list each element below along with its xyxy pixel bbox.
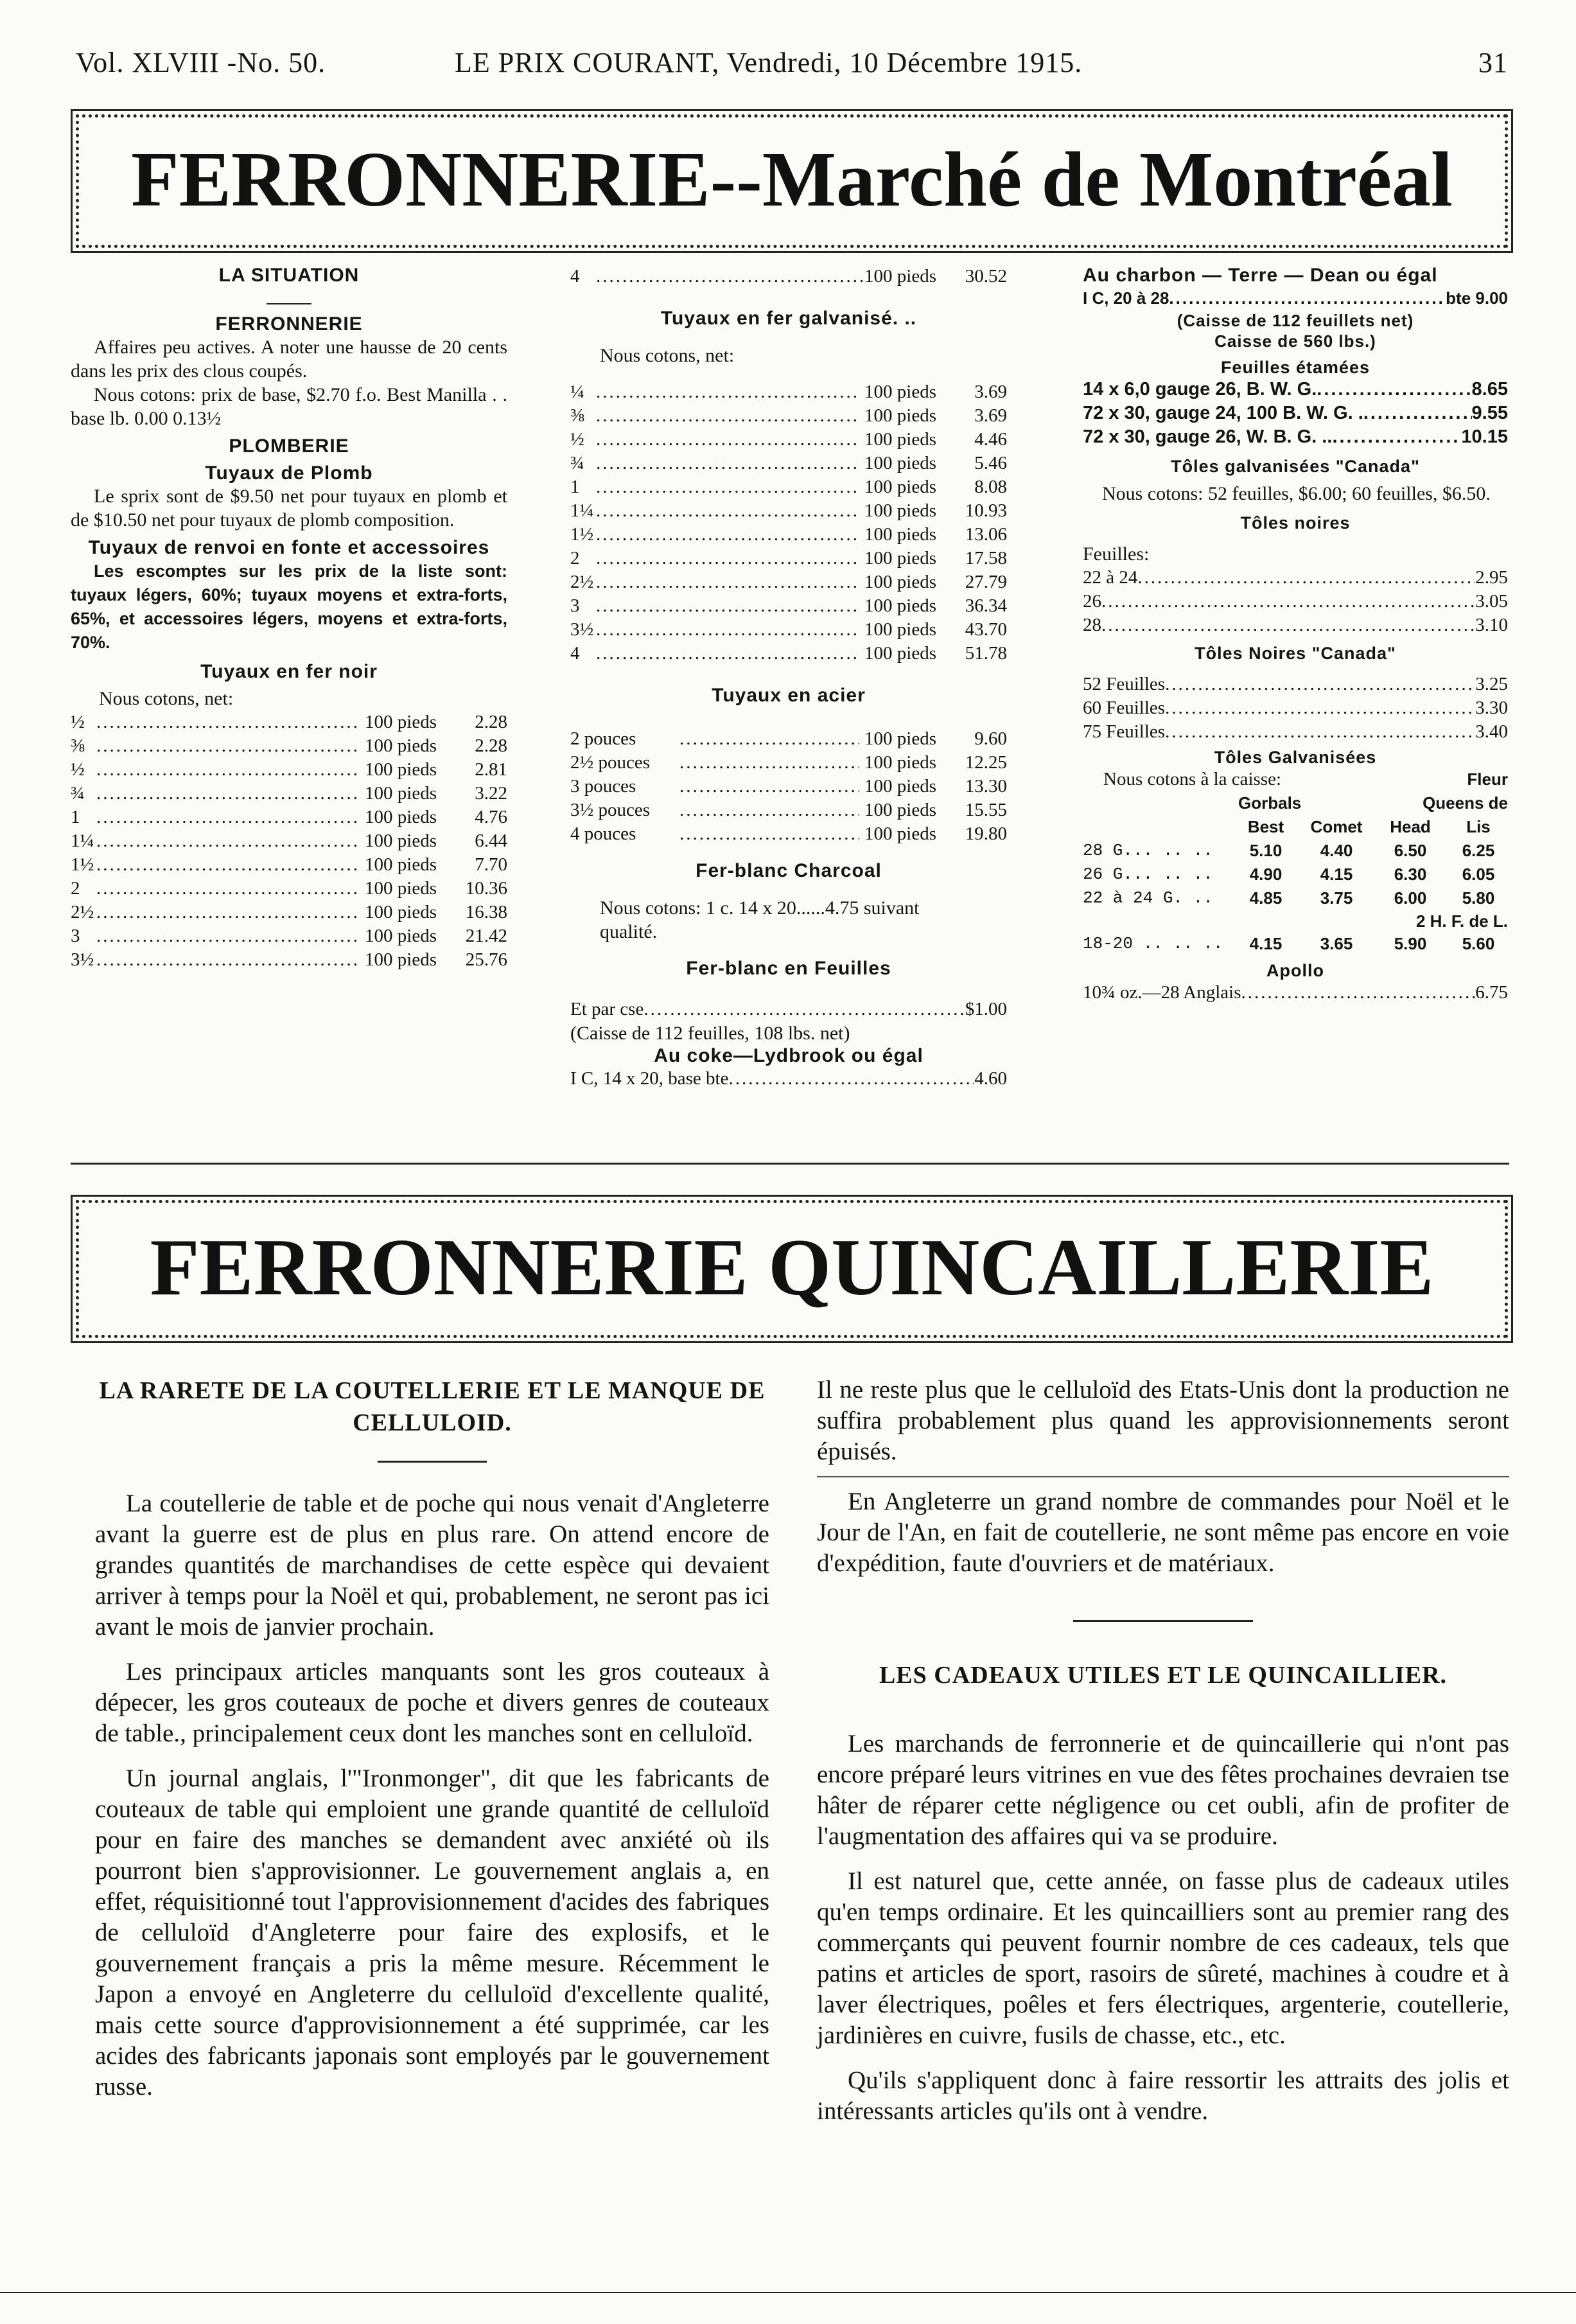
- price-value: 16.38: [465, 902, 507, 922]
- price-row: [570, 570, 1007, 594]
- page-bottom-rule: [0, 2292, 1576, 2293]
- price-row: [71, 901, 507, 924]
- price-row: [570, 452, 1007, 475]
- plomberie-heading: PLOMBERIE: [229, 436, 349, 457]
- leader-dots: [596, 523, 859, 547]
- volume-number: Vol. XLVIII -No. 50.: [76, 47, 326, 78]
- galv-heading: Tuyaux en fer galvanisé. ..: [660, 308, 917, 329]
- article-celluloid: [95, 1375, 769, 2102]
- price-row: [570, 475, 1007, 499]
- noirescan-price-list: [1083, 673, 1508, 744]
- leader-dots: [96, 924, 360, 948]
- price-value: 4.46: [974, 429, 1007, 450]
- charbon-heading: Au charbon — Terre — Dean ou égal: [1083, 265, 1438, 286]
- size-label: 3½ pouces: [570, 800, 651, 820]
- price-value: 2.81: [475, 759, 507, 780]
- leader-dots: [596, 547, 859, 570]
- price-row: [570, 618, 1007, 642]
- row-label: 26: [1083, 591, 1101, 612]
- table-header: Queens de: [1423, 793, 1508, 813]
- leader-dots: [96, 710, 360, 734]
- price-value: 6.30: [1394, 865, 1427, 884]
- size-label: 3: [71, 926, 80, 946]
- article-paragraph: Les marchands de ferronnerie et de quincaillerie qui n'ont pas encore préparé leurs vitrines en vue des fêtes prochaines devraien tse hâter de réparer cette négligence ou cet oubli, afin de profiter de l'augmentation des affaires qui va se produire.: [817, 1730, 1509, 1850]
- size-label: 1: [570, 477, 580, 497]
- unit-label: 100 pieds: [864, 595, 936, 616]
- galv-price-list: [570, 380, 1007, 665]
- section-rule: [71, 1163, 1509, 1165]
- leader-dots: [596, 380, 859, 404]
- price-value: 4.76: [475, 807, 507, 827]
- market-column-2: [570, 265, 1007, 1091]
- price-row: [1083, 720, 1508, 744]
- leader-dots: [96, 829, 360, 853]
- size-label: 3: [570, 595, 580, 616]
- price-value: 6.00: [1394, 888, 1427, 908]
- price-value: 4.85: [1249, 888, 1283, 908]
- size-label: 4 pouces: [570, 823, 636, 844]
- unit-label: 100 pieds: [864, 382, 936, 402]
- article-paragraph: Un journal anglais, l'"Ironmonger", dit que les fabricants de couteaux de table qui emploient une grande quantité de celluloïd pour en faire des manches se demandent avec anxiété où ils pourront bien s'approvisionner. Le gouvernement anglais a, en effet, réquisitionné tout l'approvisionnement d'acides des fabriques de celluloïd d'Angleterre pour faire des explosifs, et le gouvernement français a pris la même mesure. Récemment le Japon a envoyé en Angleterre du celluloïd d'excellente qualité, mais cette source d'approvisionnement a été supprimée, car les acides des fabricants japonais sont employés par le gouvernement russe.: [95, 1765, 769, 2100]
- price-value: 4.15: [1249, 934, 1283, 953]
- price-row: 4 ..... 100 pieds 30.52: [570, 265, 1007, 288]
- market-column-1: [71, 265, 507, 972]
- price-value: 6.05: [1462, 865, 1495, 884]
- price-row: [570, 751, 1007, 775]
- market-banner-title: FERRONNERIE--Marché de Montréal: [131, 136, 1453, 223]
- leader-dots: [596, 499, 859, 523]
- price-value: 3.22: [475, 783, 507, 804]
- leader-dots: [1165, 696, 1475, 720]
- price-value: 13.06: [965, 524, 1007, 545]
- journal-title: LE PRIX COURANT, Vendredi, 10 Décembre 1915.: [455, 47, 1083, 78]
- price-value: 25.76: [465, 949, 507, 970]
- price-value: 6.44: [475, 831, 507, 851]
- feuilles-note: (Caisse de 112 feuilles, 108 lbs. net): [570, 1023, 850, 1044]
- price-value: 6.50: [1394, 841, 1427, 860]
- unit-label: 100 pieds: [864, 643, 936, 664]
- price-row: [570, 523, 1007, 547]
- price-value: 3.25: [1475, 674, 1508, 694]
- unit-label: 100 pieds: [864, 619, 936, 640]
- charbon-note: Caisse de 560 lbs.): [1214, 331, 1376, 351]
- unit-label: 100 pieds: [864, 429, 936, 450]
- price-value: 2.28: [475, 735, 507, 756]
- size-label: 4: [570, 643, 580, 664]
- leader-dots: [679, 751, 859, 775]
- renvoi-heading: Tuyaux de renvoi en fonte et accessoires: [88, 537, 490, 558]
- leader-dots: [679, 775, 859, 798]
- plomb-text: Le sprix sont de $9.50 net pour tuyaux en plomb et de $10.50 net pour tuyaux de plomb composition.: [71, 486, 507, 531]
- price-value: 5.80: [1462, 888, 1495, 908]
- leader-dots: [1317, 378, 1471, 401]
- market-banner: [71, 109, 1513, 253]
- price-value: 3.05: [1475, 591, 1508, 612]
- price-row: [71, 782, 507, 805]
- table-header: Fleur: [1467, 770, 1508, 789]
- price-row: I C, 20 à 28 ..... bte 9.00: [1083, 286, 1508, 310]
- price-row: [71, 734, 507, 758]
- leader-dots: [679, 822, 859, 846]
- size-label: 1½: [71, 854, 94, 875]
- price-row: [71, 758, 507, 782]
- price-value: 27.79: [965, 572, 1007, 592]
- unit-label: 100 pieds: [365, 926, 437, 946]
- table-header: Comet: [1310, 817, 1363, 836]
- charbon-note: (Caisse de 112 feuillets net): [1177, 311, 1414, 330]
- coke-heading: Au coke—Lydbrook ou égal: [654, 1045, 924, 1066]
- price-value: 8.65: [1471, 379, 1508, 400]
- article-title: LA RARETE DE LA COUTELLERIE ET LE MANQUE DE CELLULOID.: [99, 1377, 766, 1436]
- leader-dots: [596, 594, 859, 618]
- divider: [378, 1461, 487, 1463]
- size-label: 1½: [570, 524, 594, 545]
- row-label: 28 G... .. ..: [1083, 841, 1213, 860]
- leader-dots: [679, 727, 859, 751]
- size-label: 2½: [71, 902, 94, 922]
- leader-dots: [1165, 673, 1475, 696]
- row-label: 22 à 24 G. ..: [1083, 888, 1213, 908]
- price-value: 21.42: [465, 926, 507, 946]
- leader-dots: [596, 642, 859, 665]
- price-value: 4.40: [1320, 841, 1353, 860]
- unit-label: 100 pieds: [365, 759, 437, 780]
- unit-label: 100 pieds: [365, 735, 437, 756]
- table-header: Head: [1390, 817, 1431, 836]
- unit-label: 100 pieds: [864, 728, 936, 749]
- price-row: [1083, 696, 1508, 720]
- leader-dots: [596, 404, 859, 428]
- price-row: [1083, 673, 1508, 696]
- price-value: 3.40: [1475, 721, 1508, 742]
- price-row: [570, 775, 1007, 798]
- leader-dots: [596, 452, 859, 475]
- leader-dots: [96, 758, 360, 782]
- price-value: 7.70: [475, 854, 507, 875]
- size-label: ¾: [71, 783, 85, 804]
- renvoi-text: Les escomptes sur les prix de la liste sont: tuyaux légers, 60%; tuyaux moyens et extra-forts, 65%, et accessoires légers, moyens et extra-forts, 70%.: [71, 561, 507, 652]
- size-label: 2 pouces: [570, 728, 636, 749]
- price-row: [71, 710, 507, 734]
- unit-label: 100 pieds: [365, 878, 437, 899]
- price-row: [1083, 401, 1508, 425]
- size-label: ½: [71, 712, 85, 732]
- article-paragraph: En Angleterre un grand nombre de commandes pour Noël et le Jour de l'An, en fait de coutellerie, ne sont même pas encore en voie d'expédition, faute d'ouvriers et de matériaux.: [817, 1488, 1509, 1577]
- unit-label: 100 pieds: [365, 783, 437, 804]
- leader-dots: [1165, 720, 1475, 744]
- row-label: 26 G... .. ..: [1083, 865, 1213, 884]
- row-label: 75 Feuilles: [1083, 721, 1166, 742]
- price-row: I C, 14 x 20, base bte ..... 4.60: [570, 1067, 1007, 1091]
- price-value: 15.55: [965, 800, 1007, 820]
- price-value: 3.75: [1320, 888, 1353, 908]
- article-title: LES CADEAUX UTILES ET LE QUINCAILLIER.: [879, 1662, 1448, 1689]
- size-label: ½: [71, 759, 85, 780]
- galvanisees-last-row: [1083, 932, 1508, 956]
- leader-dots: [96, 734, 360, 758]
- leader-dots: [596, 428, 859, 452]
- etamees-price-list: [1083, 378, 1508, 449]
- charcoal-text: Nous cotons: 1 c. 14 x 20......4.75 suivant qualité.: [600, 897, 920, 942]
- leader-dots: [1137, 566, 1475, 590]
- size-label: 1: [71, 807, 80, 827]
- price-value: 3.69: [974, 405, 1007, 426]
- galvanisees-rows: [1083, 839, 1508, 910]
- galvanisees-heading: Tôles Galvanisées: [1214, 748, 1377, 767]
- unit-label: 100 pieds: [365, 807, 437, 827]
- price-row: [570, 727, 1007, 751]
- price-value: 51.78: [965, 643, 1007, 664]
- price-value: 10.93: [965, 500, 1007, 521]
- row-label: 52 Feuilles: [1083, 674, 1166, 694]
- price-value: 5.60: [1462, 934, 1495, 953]
- price-value: 3.65: [1320, 934, 1353, 953]
- hardware-banner-title: FERRONNERIE QUINCAILLERIE: [150, 1223, 1434, 1312]
- table-header: Gorbals: [1238, 793, 1302, 813]
- market-column-3: [1083, 265, 1508, 1005]
- unit-label: 100 pieds: [365, 854, 437, 875]
- size-label: ½: [570, 429, 584, 450]
- price-row: [1083, 613, 1508, 637]
- divider: [1073, 1620, 1253, 1622]
- price-row: [570, 428, 1007, 452]
- feuilles-heading: Fer-blanc en Feuilles: [686, 958, 891, 979]
- price-value: 6.25: [1462, 841, 1495, 860]
- price-value: 5.46: [974, 453, 1007, 473]
- row-label: 22 à 24: [1083, 567, 1138, 588]
- galvcan-text: Nous cotons: 52 feuilles, $6.00; 60 feuilles, $6.50.: [1102, 483, 1491, 504]
- leader-dots: [96, 901, 360, 924]
- situation-heading: LA SITUATION: [218, 265, 360, 286]
- ferronnerie-heading: FERRONNERIE: [215, 313, 363, 335]
- leader-dots: [96, 805, 360, 829]
- row-label: 28: [1083, 615, 1101, 635]
- divider: [817, 1476, 1509, 1477]
- etamees-heading: Feuilles étamées: [1220, 358, 1370, 377]
- galvcan-heading: Tôles galvanisées "Canada": [1171, 457, 1420, 476]
- price-value: 3.10: [1475, 615, 1508, 635]
- price-value: 43.70: [965, 619, 1007, 640]
- unit-label: 100 pieds: [864, 477, 936, 497]
- noires-heading: Tôles noires: [1240, 513, 1351, 533]
- price-row: [570, 547, 1007, 570]
- leader-dots: [1332, 425, 1461, 449]
- leader-dots: [596, 570, 859, 594]
- unit-label: 100 pieds: [864, 548, 936, 568]
- price-value: 36.34: [965, 595, 1007, 616]
- size-label: ¼: [570, 382, 584, 402]
- leader-dots: [96, 948, 360, 972]
- price-row: [1083, 378, 1508, 401]
- leader-dots: [596, 475, 859, 499]
- price-value: 4.15: [1320, 865, 1353, 884]
- noir-price-list: [71, 710, 507, 972]
- unit-label: 100 pieds: [864, 800, 936, 820]
- size-label: 3½: [570, 619, 594, 640]
- price-value: 10.36: [465, 878, 507, 899]
- article-paragraph: Les principaux articles manquants sont les gros couteaux à dépecer, les gros couteaux de poche et divers genres de couteaux de table., principalement ceux dont les manches sont en celluloïd.: [95, 1658, 769, 1747]
- price-row: [570, 380, 1007, 404]
- page-number: 31: [1478, 47, 1508, 78]
- ferronnerie-text: Affaires peu actives. A noter une hausse de 20 cents dans les prix des clous coupés.: [71, 337, 507, 382]
- size-label: 2: [570, 548, 580, 568]
- price-row: [71, 948, 507, 972]
- leader-dots: [96, 877, 360, 901]
- price-row: [570, 822, 1007, 846]
- price-row: [71, 853, 507, 877]
- table-caption: Nous cotons à la caisse:: [1103, 769, 1282, 789]
- article-paragraph: Il est naturel que, cette année, on fasse plus de cadeaux utiles qu'en temps ordinaire. Et les quincailliers sont au premier rang des commerçants qui peuvent fournir nombre de ces cadeaux, tels que patins et articles de sport, rasoirs de sûreté, machines à coudre et à laver électriques, poêles et fers électriques, argenterie, coutellerie, jardinières en cuivre, fusils de chasse, etc., etc.: [817, 1867, 1509, 2049]
- unit-label: 100 pieds: [864, 776, 936, 797]
- leader-dots: [96, 853, 360, 877]
- ferronnerie-prices: Nous cotons: prix de base, $2.70 f.o. Best Manilla . . base lb. 0.00 0.13½: [71, 384, 507, 429]
- apollo-heading: Apollo: [1266, 961, 1324, 980]
- plomb-heading: Tuyaux de Plomb: [205, 462, 373, 484]
- price-value: 19.80: [965, 823, 1007, 844]
- size-label: 2½ pouces: [570, 752, 651, 773]
- price-value: 3.69: [974, 382, 1007, 402]
- price-row: [570, 594, 1007, 618]
- row-label: 60 Feuilles: [1083, 698, 1166, 718]
- size-label: 1¼: [570, 500, 594, 521]
- unit-label: 100 pieds: [864, 752, 936, 773]
- price-row: [570, 642, 1007, 665]
- unit-label: 100 pieds: [864, 524, 936, 545]
- size-label: 3½: [71, 949, 94, 970]
- price-row: [71, 877, 507, 901]
- article-paragraph: Il ne reste plus que le celluloïd des Etats-Unis dont la production ne suffira probablement plus quand les approvisionnements seront épuisés.: [817, 1376, 1509, 1465]
- price-row: [1083, 566, 1508, 590]
- divider: [267, 303, 311, 304]
- price-row: [71, 924, 507, 948]
- leader-dots: [679, 798, 859, 822]
- unit-label: 100 pieds: [365, 831, 437, 851]
- price-row: [570, 404, 1007, 428]
- leader-dots: [1363, 401, 1472, 425]
- noir-heading: Tuyaux en fer noir: [200, 661, 378, 682]
- unit-label: 100 pieds: [864, 572, 936, 592]
- price-value: 9.55: [1471, 403, 1508, 423]
- price-value: 3.30: [1475, 698, 1508, 718]
- price-value: 12.25: [965, 752, 1007, 773]
- noires-intro: Feuilles:: [1083, 543, 1150, 565]
- price-value: 4.90: [1249, 865, 1283, 884]
- noir-intro: Nous cotons, net:: [99, 688, 234, 709]
- acier-heading: Tuyaux en acier: [712, 685, 866, 706]
- size-label: 2: [71, 878, 80, 899]
- price-row: [71, 805, 507, 829]
- unit-label: 100 pieds: [864, 405, 936, 426]
- size-label: 2½: [570, 572, 594, 592]
- price-value: 2.95: [1475, 567, 1508, 588]
- price-row: [1083, 425, 1508, 449]
- article-right-column: [817, 1375, 1509, 2127]
- noirescan-heading: Tôles Noires "Canada": [1195, 644, 1396, 663]
- unit-label: 100 pieds: [365, 712, 437, 732]
- unit-label: 100 pieds: [365, 902, 437, 922]
- acier-price-list: [570, 727, 1007, 846]
- row-label: 72 x 30, gauge 24, 100 B. W. G. .: [1083, 403, 1363, 423]
- price-row: 10¾ oz.—28 Anglais ..... 6.75: [1083, 981, 1508, 1005]
- size-label: 1¼: [71, 831, 94, 851]
- row-label: 14 x 6,0 gauge 26, B. W. G.: [1083, 379, 1317, 400]
- price-value: 17.58: [965, 548, 1007, 568]
- size-label: ⅜: [71, 735, 85, 756]
- charcoal-heading: Fer-blanc Charcoal: [696, 860, 882, 881]
- price-value: 5.10: [1249, 841, 1283, 860]
- leader-dots: [596, 618, 859, 642]
- galvanisees-table: [1083, 768, 1508, 839]
- article-paragraph: La coutellerie de table et de poche qui nous venait d'Angleterre avant la guerre est de plus en plus rare. On attend encore de grandes quantités de marchandises de cette espèce qui devaient arriver à temps pour la Noël et qui, probablement, ne seront pas ici avant le mois de janvier prochain.: [95, 1490, 769, 1641]
- table-header: Lis: [1466, 817, 1491, 836]
- price-value: 5.90: [1394, 934, 1427, 953]
- size-label: ¾: [570, 453, 584, 473]
- row-label: 18-20 .. .. ..: [1083, 934, 1223, 953]
- price-row: [71, 829, 507, 853]
- unit-label: 100 pieds: [864, 453, 936, 473]
- unit-label: 100 pieds: [365, 949, 437, 970]
- price-value: 13.30: [965, 776, 1007, 797]
- price-row: [570, 499, 1007, 523]
- article-paragraph: Qu'ils s'appliquent donc à faire ressortir les attraits des jolis et intéressants articles qu'ils ont à vendre.: [817, 2066, 1509, 2125]
- leader-dots: [1101, 590, 1475, 613]
- price-value: 8.08: [974, 477, 1007, 497]
- row-label: 72 x 30, gauge 26, W. B. G. ..: [1083, 427, 1333, 447]
- unit-label: 100 pieds: [864, 500, 936, 521]
- price-value: 9.60: [974, 728, 1007, 749]
- hardware-banner: [71, 1195, 1513, 1343]
- size-label: ⅜: [570, 405, 584, 426]
- price-row: [1083, 590, 1508, 613]
- galv-intro: Nous cotons, net:: [600, 345, 735, 366]
- unit-label: 100 pieds: [864, 823, 936, 844]
- price-row: [570, 798, 1007, 822]
- price-row: Et par cse ..... $1.00: [570, 998, 1007, 1021]
- noires-price-list: [1083, 566, 1508, 637]
- price-value: 10.15: [1461, 427, 1508, 447]
- galvanisees-subhead: 2 H. F. de L.: [1415, 911, 1508, 931]
- price-value: 2.28: [475, 712, 507, 732]
- leader-dots: [1101, 613, 1475, 637]
- leader-dots: [96, 782, 360, 805]
- table-header: Best: [1247, 817, 1284, 836]
- size-label: 3 pouces: [570, 776, 636, 797]
